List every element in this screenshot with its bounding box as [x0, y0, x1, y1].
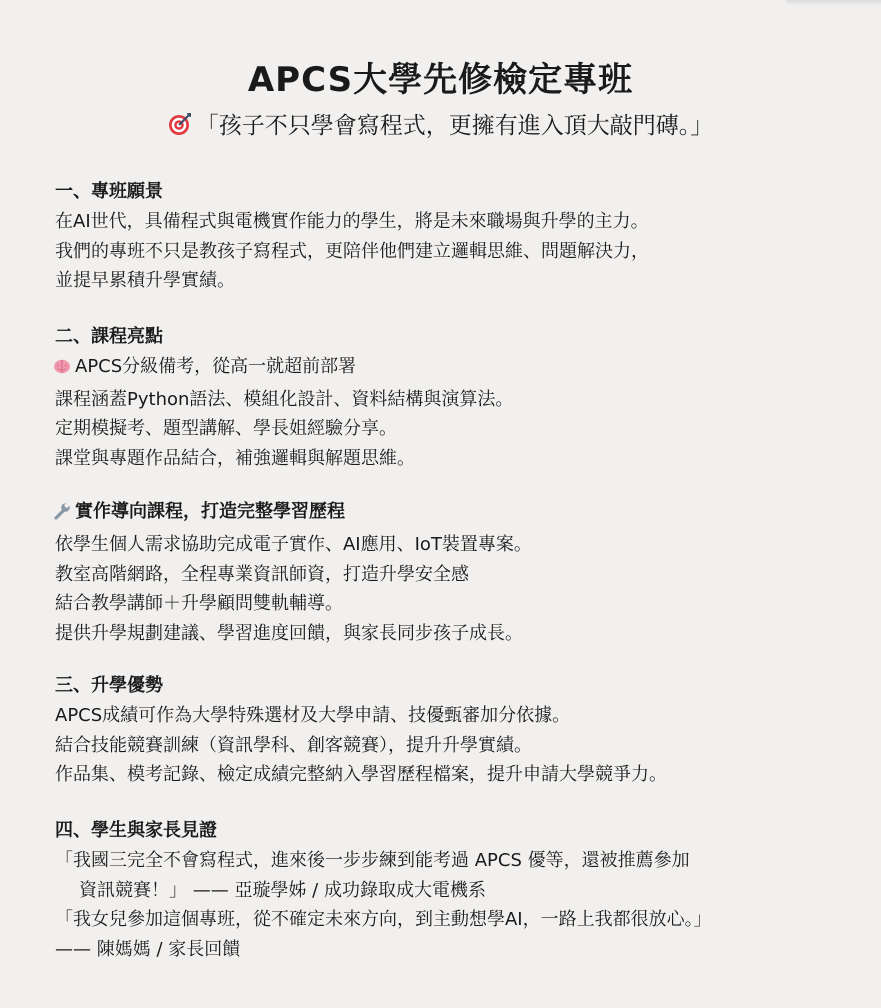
section-heading: 二、課程亮點	[55, 326, 163, 347]
brain-icon	[53, 355, 71, 385]
section-heading: 三、升學優勢	[55, 675, 163, 696]
section-heading: 一、專班願景	[55, 181, 163, 202]
body-line: APCS成績可作為大學特殊選材及大學申請、技優甄審加分依據。	[55, 705, 571, 726]
body-line: 在AI世代，具備程式與電機實作能力的學生，將是未來職場與升學的主力。	[55, 211, 649, 232]
page-subtitle	[0, 109, 881, 146]
body-line: 並提早累積升學實績。	[55, 270, 235, 291]
subtitle-text: 「孩子不只學會寫程式，更擁有進入頂大敲門磚。」	[195, 113, 714, 139]
body-line: 結合技能競賽訓練（資訊學科、創客競賽），提升升學實績。	[55, 734, 532, 756]
body-line: 我們的專班不只是教孩子寫程式，更陪伴他們建立邏輯思維、問題解決力，	[55, 240, 649, 262]
body-line: 課程涵蓋Python語法、模組化設計、資料結構與演算法。	[55, 388, 514, 410]
testimonial-parent: 「我女兒參加這個專班，從不確定未來方向，到主動想學AI，一路上我都很放心。」	[55, 909, 712, 930]
wrench-icon	[53, 499, 71, 530]
section-heading: 四、學生與家長見證	[55, 820, 217, 841]
subheading-line	[53, 352, 855, 385]
body-line: 依學生個人需求協助完成電子實作、AI應用、IoT裝置專案。	[55, 534, 532, 555]
testimonial-parent-attribution: —— 陳媽媽 / 家長回饋	[55, 938, 241, 960]
body-line: 教室高階網路，全程專業資訊師資，打造升學安全感	[55, 563, 469, 585]
heading-text: 實作導向課程，打造完整學習歷程	[75, 501, 345, 522]
section-advantages	[55, 670, 855, 790]
target-icon	[168, 112, 192, 146]
section-practice	[55, 496, 855, 648]
section-testimonials	[55, 815, 855, 964]
section-heading	[53, 496, 855, 530]
page-title: APCS大學先修檢定專班	[247, 60, 634, 100]
body-line: 課堂與專題作品結合，補強邏輯與解題思維。	[55, 447, 415, 469]
section-vision	[55, 176, 855, 296]
body-line: 提供升學規劃建議、學習進度回饋，與家長同步孩子成長。	[55, 622, 523, 644]
subheading-text: APCS分級備考，從高一就超前部署	[75, 356, 357, 377]
testimonial-student: 「我國三完全不會寫程式，進來後一步步練到能考過 APCS 優等，還被推薦參加	[55, 850, 690, 871]
section-highlights	[55, 321, 855, 473]
testimonial-student-attribution: 資訊競賽！」 —— 亞璇學姊 / 成功錄取成大電機系	[79, 879, 486, 901]
body-line: 結合教學講師＋升學顧問雙軌輔導。	[55, 593, 343, 614]
body-line: 作品集、模考記錄、檢定成績完整納入學習歷程檔案，提升申請大學競爭力。	[55, 764, 667, 785]
body-line: 定期模擬考、題型講解、學長姐經驗分享。	[55, 418, 397, 439]
